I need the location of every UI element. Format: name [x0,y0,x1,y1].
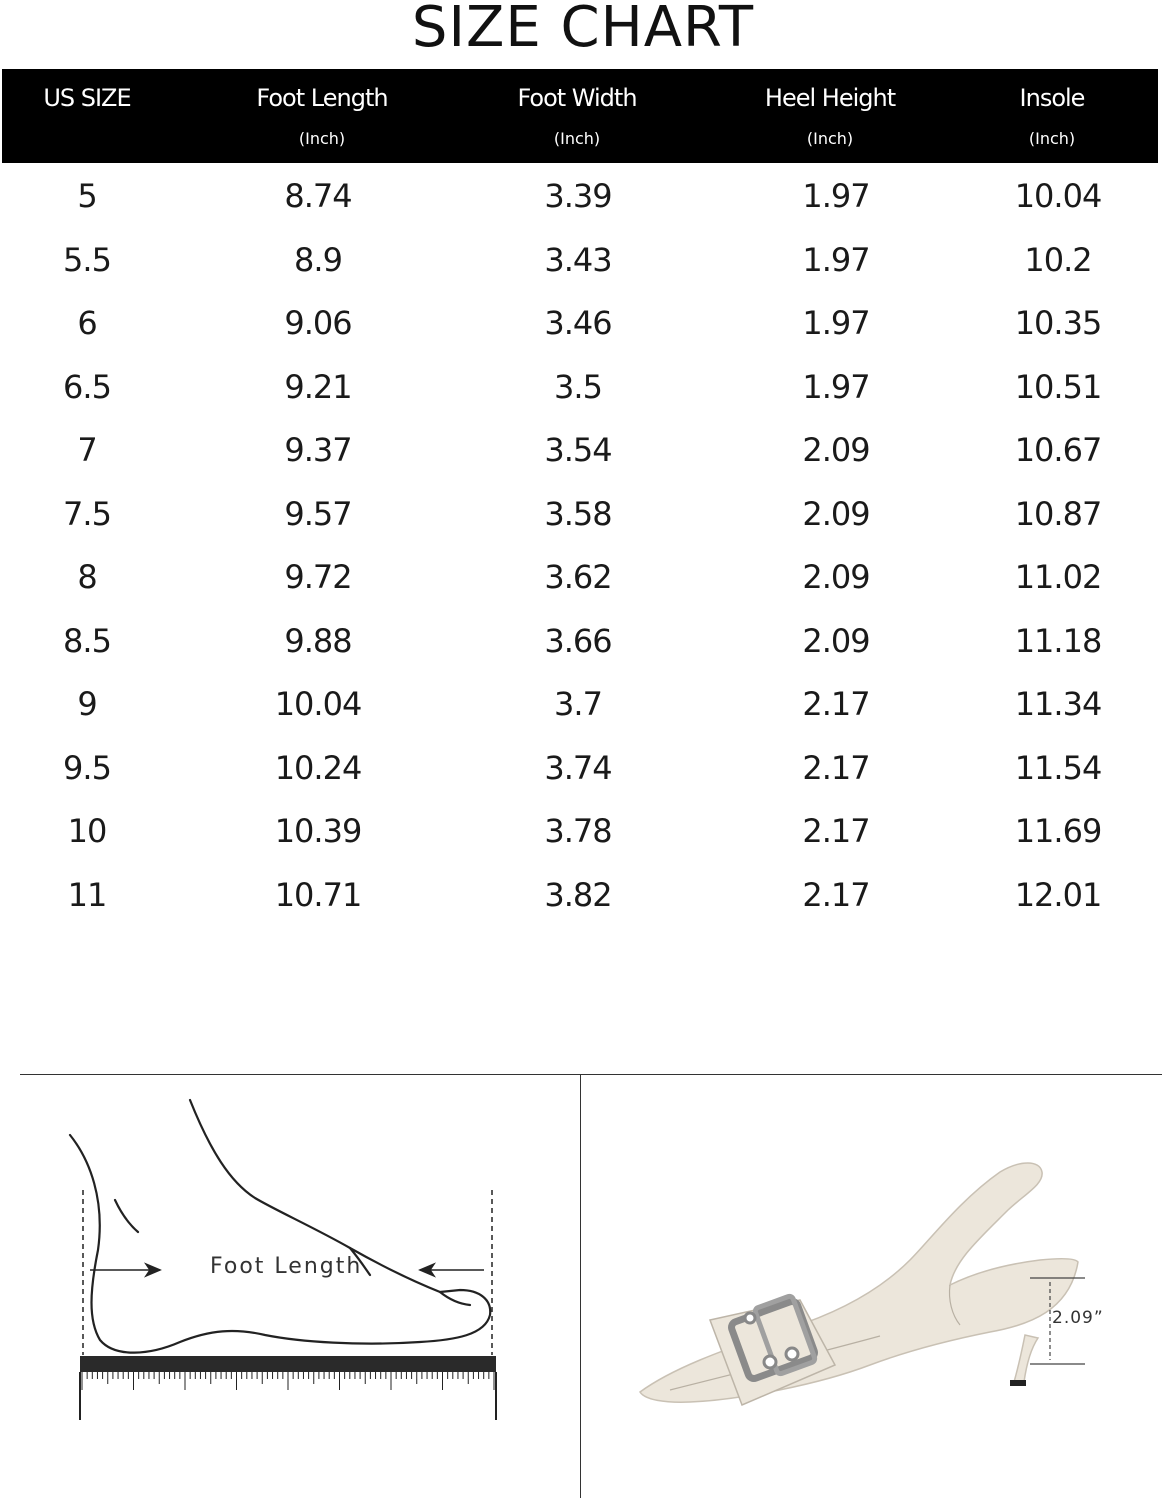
table-cell: 8.5 [63,621,111,660]
table-cell: 3.62 [544,558,612,596]
table-cell: 7 [77,431,97,469]
table-cell: 11.54 [1014,748,1102,787]
table-cell: 10.71 [274,875,362,914]
table-cell: 8.74 [284,177,352,215]
table-cell: 3.58 [544,494,612,533]
table-cell: 10.04 [274,685,362,723]
slingback-shoe-icon [630,1150,1130,1430]
table-cell: 2.17 [802,748,870,787]
table-cell: 1.97 [802,177,870,215]
table-header [2,69,1158,163]
table-cell: 3.78 [544,812,612,850]
col-header-foot-length [222,69,422,163]
table-cell: 10.24 [274,748,362,787]
table-row [0,800,1166,863]
table-cell: 11.18 [1014,621,1102,660]
table-cell: 2.09 [802,558,870,596]
col-header-foot-width [477,69,677,163]
table-cell: 9 [77,685,97,723]
table-row [0,864,1166,927]
table-cell: 3.46 [544,304,612,342]
table-cell: 3.54 [544,431,612,469]
table-cell: 1.97 [802,367,870,406]
table-cell: 10.87 [1014,494,1102,533]
table-cell: 9.57 [284,494,352,533]
table-cell: 8.9 [294,240,342,279]
table-cell: 9.37 [284,431,352,469]
table-cell: 2.17 [802,685,870,723]
table-cell: 3.66 [544,621,612,660]
table-cell: 2.09 [802,494,870,533]
table-cell: 1.97 [802,304,870,342]
table-cell: 9.06 [284,304,352,342]
heel-height-label: 2.09” [1052,1308,1104,1328]
col-header-unit: (Inch) [553,129,601,148]
table-row [0,610,1166,673]
table-row [0,673,1166,736]
table-row [0,229,1166,292]
table-cell: 5 [77,177,97,215]
col-header-label: US SIZE [43,84,131,112]
table-cell: 10.04 [1014,177,1102,215]
shoe-heel-diagram [630,1150,1130,1430]
col-header-label: Foot Width [517,84,637,112]
table-cell: 3.74 [544,748,612,787]
table-cell: 10.35 [1014,304,1102,342]
table-cell: 9.72 [284,558,352,596]
table-cell: 11.02 [1014,558,1102,596]
table-cell: 6 [77,304,97,342]
col-header-us-size [22,69,152,163]
col-header-insole [952,69,1152,163]
table-cell: 11.34 [1014,685,1102,723]
divider-vertical [580,1074,581,1498]
col-header-label: Insole [1019,84,1085,112]
table-cell: 11 [67,875,107,914]
col-header-heel-height [730,69,930,163]
table-cell: 12.01 [1014,875,1102,914]
foot-length-label: Foot Length [210,1254,363,1279]
table-row [0,546,1166,609]
col-header-label: Foot Length [256,84,388,112]
table-cell: 2.17 [802,875,870,914]
table-row [0,483,1166,546]
divider-horizontal [20,1074,1162,1075]
table-cell: 10.51 [1014,367,1102,406]
table-cell: 9.88 [284,621,352,660]
table-cell: 10 [67,812,107,850]
table-cell: 1.97 [802,240,870,279]
table-cell: 6.5 [63,367,111,406]
table-cell: 3.39 [544,177,612,215]
table-cell: 2.09 [802,621,870,660]
table-row [0,419,1166,482]
table-row [0,737,1166,800]
table-cell: 3.82 [544,875,612,914]
table-cell: 3.5 [554,367,602,406]
table-cell: 10.2 [1024,240,1092,279]
table-cell: 7.5 [63,494,111,533]
table-cell: 8 [77,558,97,596]
col-header-unit: (Inch) [298,129,346,148]
table-row [0,165,1166,228]
table-row [0,356,1166,419]
table-cell: 2.09 [802,431,870,469]
table-cell: 9.21 [284,367,352,406]
table-cell: 10.39 [274,812,362,850]
table-cell: 9.5 [63,748,111,787]
page-title: SIZE CHART [411,0,755,60]
table-cell: 2.17 [802,812,870,850]
table-cell: 10.67 [1014,431,1102,469]
col-header-label: Heel Height [764,84,896,112]
col-header-unit: (Inch) [1028,129,1076,148]
table-row [0,292,1166,355]
table-cell: 5.5 [63,240,111,279]
table-cell: 11.69 [1014,812,1102,850]
foot-length-diagram [60,1090,520,1430]
table-cell: 3.7 [554,685,602,723]
col-header-unit: (Inch) [806,129,854,148]
table-cell: 3.43 [544,240,612,279]
